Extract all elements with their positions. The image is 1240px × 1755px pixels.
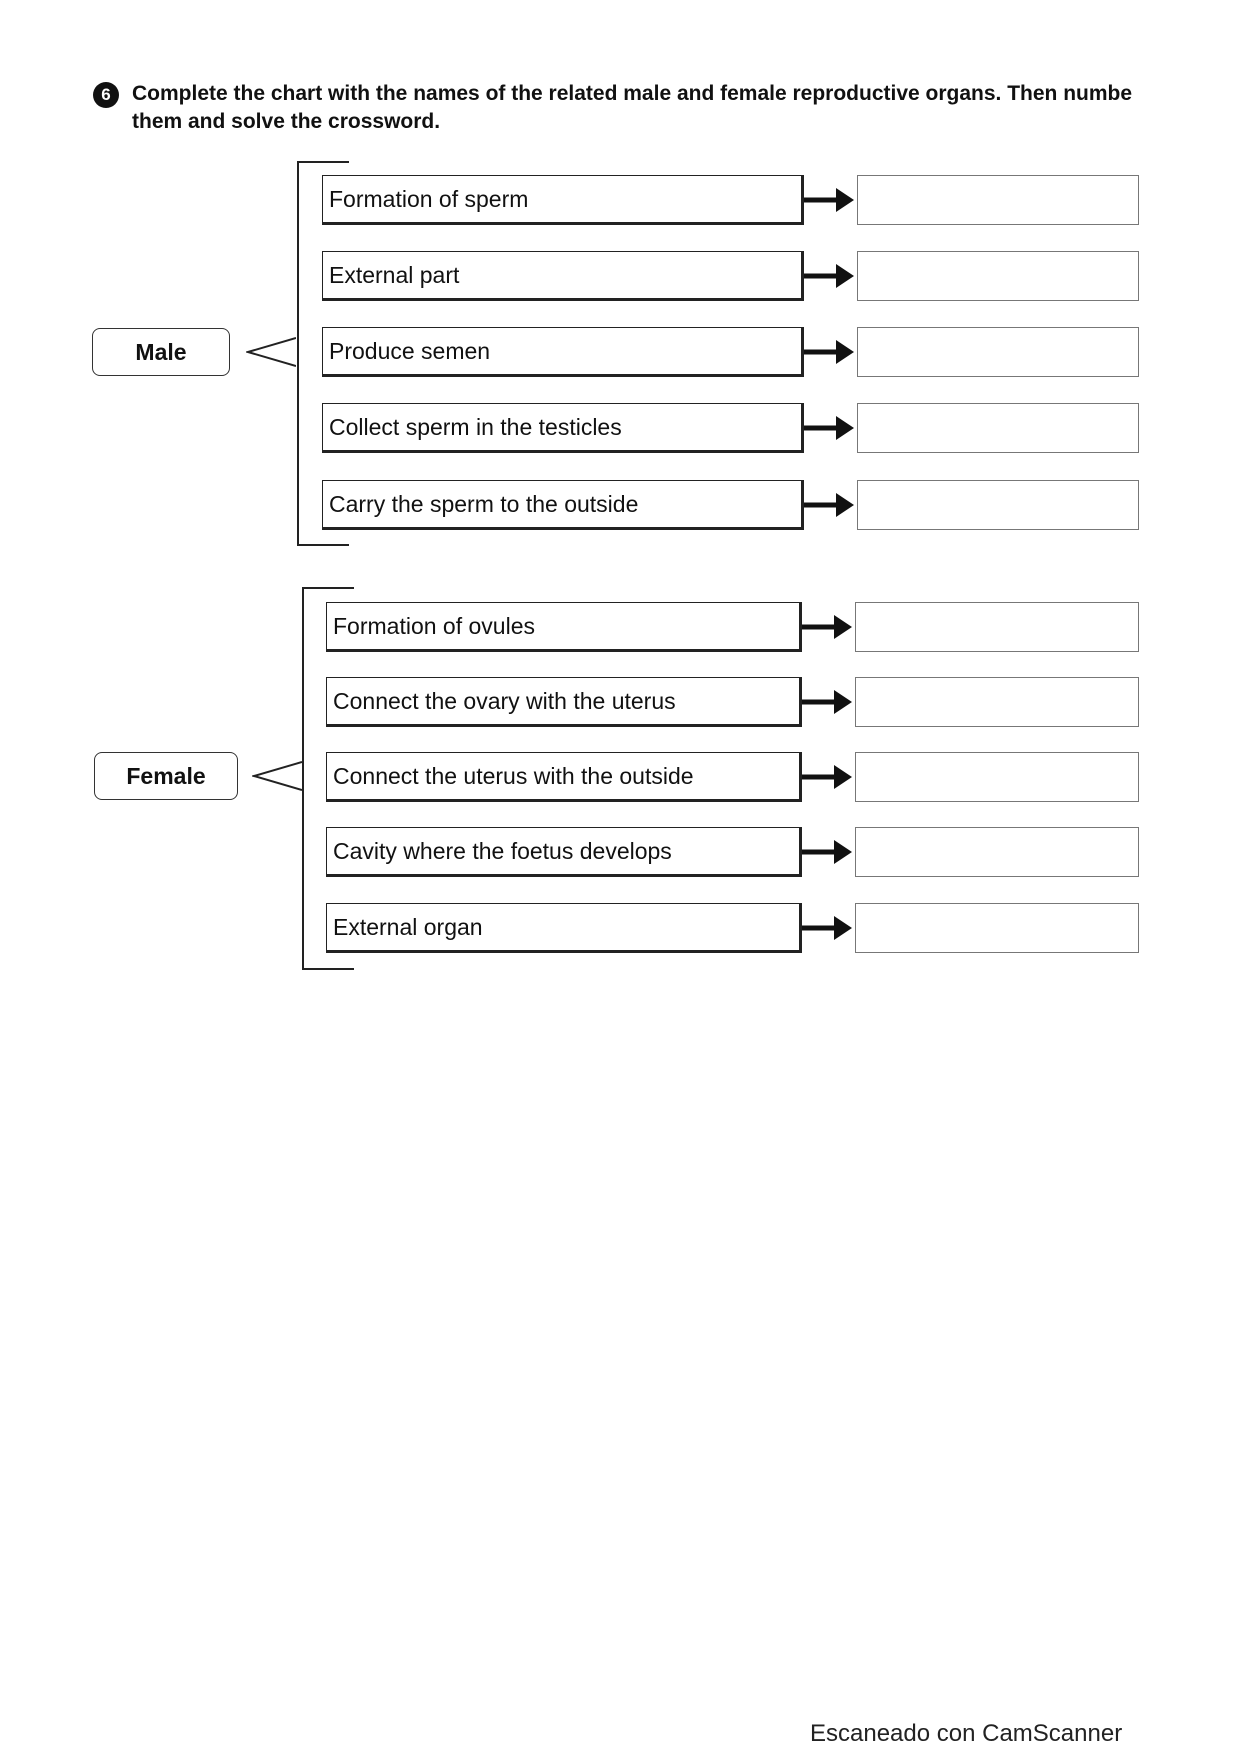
male-answer-5[interactable] bbox=[857, 480, 1139, 530]
female-answer-5[interactable] bbox=[855, 903, 1139, 953]
arrow-right-icon bbox=[802, 612, 854, 642]
female-answer-3[interactable] bbox=[855, 752, 1139, 802]
instruction-line-1: Complete the chart with the names of the related male and female reproductive organs. Then numbe bbox=[132, 82, 1133, 105]
female-answer-1[interactable] bbox=[855, 602, 1139, 652]
instruction-line-2: them and solve the crossword. bbox=[132, 110, 441, 133]
arrow-right-icon bbox=[804, 185, 856, 215]
male-description-2: External part bbox=[322, 251, 804, 301]
female-description-5: External organ bbox=[326, 903, 802, 953]
male-description-5: Carry the sperm to the outside bbox=[322, 480, 804, 530]
male-answer-4[interactable] bbox=[857, 403, 1139, 453]
female-description-3: Connect the uterus with the outside bbox=[326, 752, 802, 802]
female-description-1: Formation of ovules bbox=[326, 602, 802, 652]
male-description-4: Collect sperm in the testicles bbox=[322, 403, 804, 453]
exercise-instruction bbox=[93, 80, 1183, 136]
male-description-3: Produce semen bbox=[322, 327, 804, 377]
arrow-right-icon bbox=[804, 490, 856, 520]
arrow-right-icon bbox=[804, 413, 856, 443]
male-answer-2[interactable] bbox=[857, 251, 1139, 301]
arrow-right-icon bbox=[802, 913, 854, 943]
scanner-watermark: Escaneado con CamScanner bbox=[810, 1720, 1123, 1747]
female-group-label: Female bbox=[94, 752, 238, 800]
female-bracket-pointer bbox=[252, 760, 302, 792]
arrow-right-icon bbox=[804, 337, 856, 367]
question-number-badge: 6 bbox=[93, 82, 119, 108]
arrow-right-icon bbox=[802, 687, 854, 717]
female-answer-4[interactable] bbox=[855, 827, 1139, 877]
arrow-right-icon bbox=[802, 837, 854, 867]
female-description-2: Connect the ovary with the uterus bbox=[326, 677, 802, 727]
male-answer-1[interactable] bbox=[857, 175, 1139, 225]
instruction-text bbox=[132, 80, 1183, 136]
female-description-4: Cavity where the foetus develops bbox=[326, 827, 802, 877]
male-group-label: Male bbox=[92, 328, 230, 376]
male-answer-3[interactable] bbox=[857, 327, 1139, 377]
male-bracket-pointer bbox=[246, 336, 296, 368]
arrow-right-icon bbox=[802, 762, 854, 792]
female-answer-2[interactable] bbox=[855, 677, 1139, 727]
male-description-1: Formation of sperm bbox=[322, 175, 804, 225]
arrow-right-icon bbox=[804, 261, 856, 291]
